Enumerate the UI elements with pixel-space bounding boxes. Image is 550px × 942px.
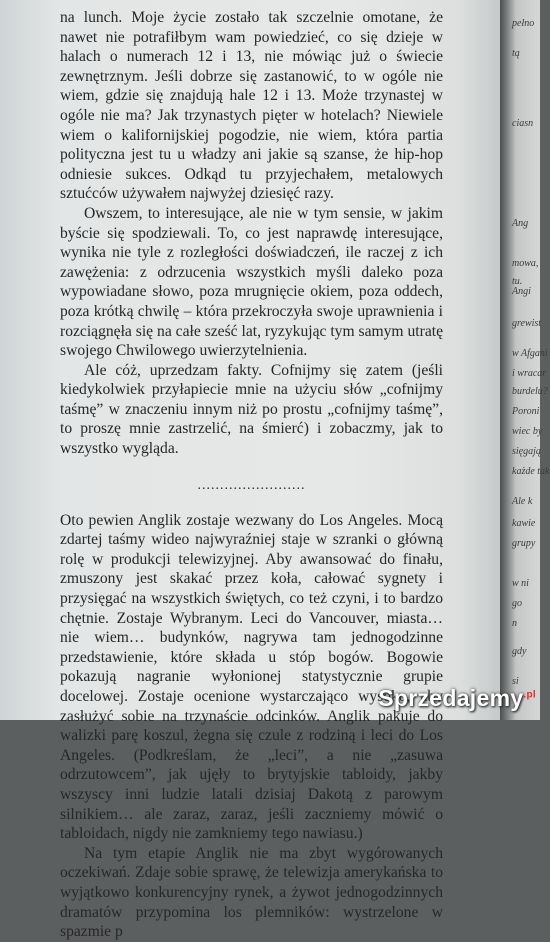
facing-text: Ang xyxy=(512,218,529,229)
facing-text: tą xyxy=(512,48,520,59)
facing-text: ciasn xyxy=(512,118,534,129)
paragraph: Oto pewien Anglik zostaje wezwany do Los Angeles. Mocą zdartej taśmy wideo najwyraźniej staje w szranki o główną rolę w produkcji telewizyjnej. Aby awansować do finału, zmuszony jest skakać przez koła, całować sygnety i przysięgać na wszystkich świętych, co też czyni, i to bardzo chętnie. Zostaje Wybranym. Leci do Vancouver, miasta… nie wiem… budynków, nagrywa tam jednogodzinne przedstawienie, które składa u stóp bogów. Bogowie pokazują nagranie wyłonionej statystycznie grupie docelowej. Zostaje ocenione wystarczająco wysoko, aby zasłużyć sobie na trzynaście odcinków. Anglik pakuje do walizki parę koszul, żegna się czule z rodziną i leci do Los Angeles. (Podkreślam, że „leci”, a nie „zasuwa odrzutowcem”, jak ujęły to brytyjskie tabloidy, jakby wszyscy inni ludzie latali dzisiaj Dakotą z parowym silnikiem… ale zaraz, zaraz, jeśli zaczniemy mówić o tabloidach, nigdy nie zamkniemy tego nawiasu.) xyxy=(60,511,443,843)
facing-text: kawie xyxy=(512,518,536,529)
facing-text: grewist xyxy=(512,318,542,329)
paragraph: Owszem, to interesujące, ale nie w tym sensie, w jakim byście się spodziewali. To, co jest naprawdę interesujące, wynika nie tyle z rozległości doświadczeń, ile raczej z ich zawężenia: z odrzucenia wszystkich myśli daleko poza wypowiadane słowo, poza mrugnięcie okiem, poza oddech, poza krótką chwilę – która przekroczyła swoje uprawnienia i rozciągnęła się na całe sześć lat, ryzykując tym samym utratę swojego Chwilowego uwierzytelnienia. xyxy=(60,204,443,360)
facing-text: w Afgani xyxy=(512,348,548,359)
facing-text: tu. xyxy=(512,276,523,287)
facing-text: Angi xyxy=(512,286,531,297)
facing-text: Poroni xyxy=(512,406,540,417)
facing-text: każde tak xyxy=(512,466,550,477)
body-text xyxy=(60,8,443,942)
facing-text: Ale k xyxy=(512,496,533,507)
facing-text: grupy xyxy=(512,538,536,549)
facing-text: burdelu? xyxy=(512,386,548,397)
watermark-text: Sprzedajemy xyxy=(378,685,524,711)
facing-text: mowa, xyxy=(512,258,539,269)
paragraph: na lunch. Moje życie zostało tak szczelnie omotane, że nawet nie potrafiłbym wam powiedzieć, co się dzieje w halach o numerach 12 i 13, nie mówiąc już o świecie zewnętrznym. Jeśli dobrze się zastanowić, to w ogóle nie wiem, gdzie się znajdują hale 12 i 13. Może trzynastej w ogóle nie ma? Jak trzynastych pięter w hotelach? Niewiele wiem o kalifornijskiej pogodzie, nie wiem, która partia polityczna jest tu u władzy ani jakie są szanse, że hip-hop odniesie sukces. Odkąd tu przyjechałem, metalowych sztućców używałem najwyżej dziesięć razy. xyxy=(60,9,443,203)
watermark-logo xyxy=(378,685,536,712)
facing-text: w ni xyxy=(512,578,529,589)
paragraph: Ale cóż, uprzedzam fakty. Cofnijmy się zatem (jeśli kiedykolwiek przyłapiecie mnie na użyciu słów „cofnijmy taśmę” w znaczeniu innym niż po prostu „cofnijmy taśmę”, to proszę mnie zastrzelić, na śmierć) i zobaczmy, jak to wszystko wygląda. xyxy=(60,361,443,458)
facing-text: sięgają xyxy=(512,446,541,457)
facing-page-edge xyxy=(500,0,550,720)
facing-text: si xyxy=(512,676,519,687)
watermark-suffix: .pl xyxy=(523,689,536,701)
paragraph: Na tym etapie Anglik nie ma zbyt wygórowanych oczekiwań. Zdaje sobie sprawę, że telewizja amerykańska to wyjątkowo konkurencyjny rynek, a żywot jednogodzinnych dramatów przypomina los plemników: wystrzelone w spazmie p xyxy=(60,844,443,941)
section-break: ........................ xyxy=(197,477,306,493)
facing-text: pełno xyxy=(512,18,535,29)
facing-text: go xyxy=(512,598,522,609)
facing-text: n xyxy=(512,618,517,629)
facing-text: gdy xyxy=(512,646,527,657)
facing-text: i wracar xyxy=(512,368,547,379)
facing-text: wiec by xyxy=(512,426,543,437)
